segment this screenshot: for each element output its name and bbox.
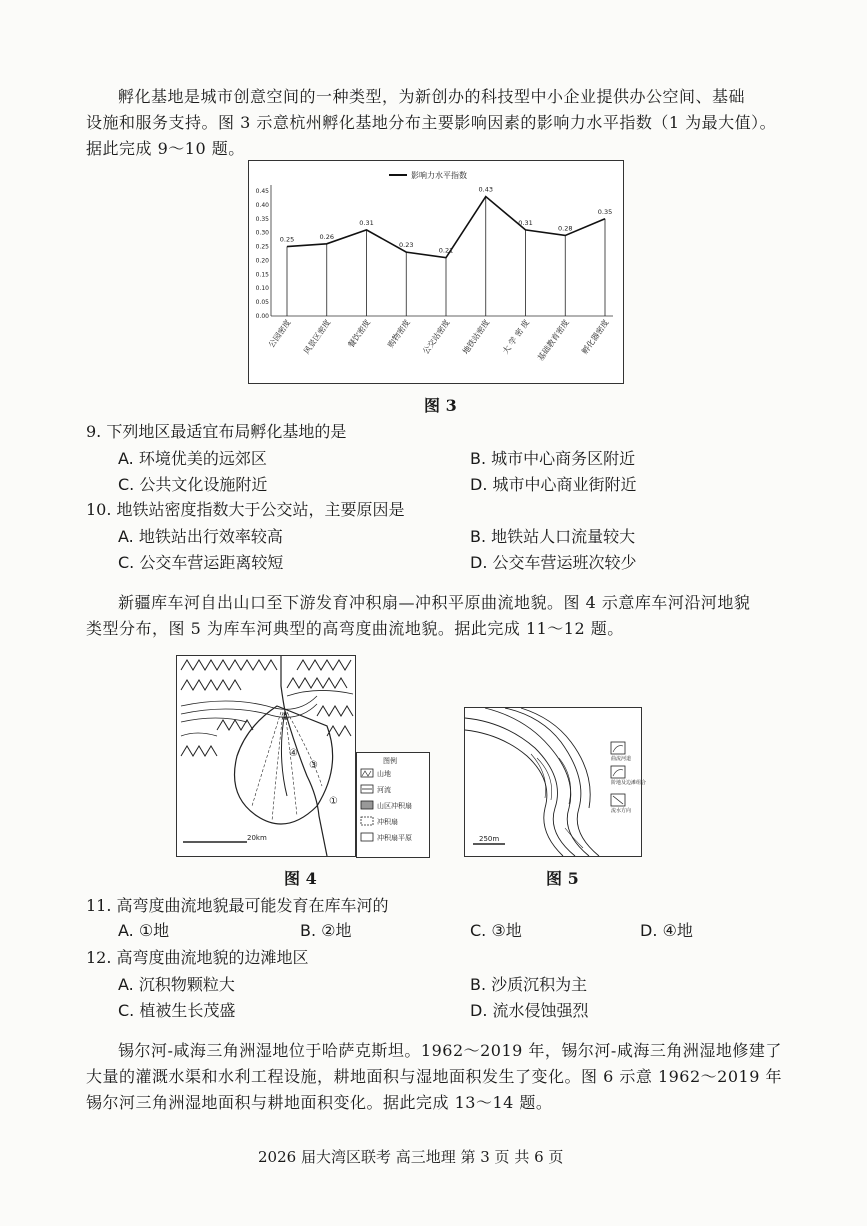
category-label: 风景区密度 — [302, 317, 333, 356]
q9-stem: 9. 下列地区最适宜布局孵化基地的是 — [86, 422, 347, 441]
data-label: 0.23 — [399, 241, 414, 250]
q12-option-c: C. 植被生长茂盛 — [118, 1001, 236, 1020]
figure4-map-drawing — [177, 656, 355, 856]
intro1-line2: 设施和服务支持。图 3 示意杭州孵化基地分布主要影响因素的影响力水平指数（1 为最大值）。 — [86, 113, 777, 132]
category-label: 大 学 密 度 — [501, 317, 532, 356]
figure3-chart — [248, 160, 624, 384]
legend-label: 影响力水平指数 — [411, 171, 467, 180]
marker-1: ① — [329, 796, 338, 807]
y-tick-label: 0.40 — [255, 201, 269, 209]
figure5-map — [464, 707, 647, 857]
figure4-caption: 图 4 — [284, 869, 317, 888]
intro3-line3: 锡尔河三角洲湿地面积与耕地面积变化。据此完成 13～14 题。 — [86, 1093, 553, 1112]
q10-option-b: B. 地铁站人口流量较大 — [470, 527, 636, 546]
q11-stem: 11. 高弯度曲流地貌最可能发育在库车河的 — [86, 896, 389, 915]
figure3-caption: 图 3 — [424, 396, 457, 415]
data-label: 0.31 — [359, 218, 374, 227]
marker-4: ④ — [289, 748, 298, 759]
q10-stem: 10. 地铁站密度指数大于公交站，主要原因是 — [86, 500, 405, 519]
data-label: 0.43 — [478, 185, 493, 194]
legend-item-fan-plain: 冲积扇平原 — [377, 834, 412, 842]
legend-item-river: 河流 — [377, 786, 391, 794]
legend-item-fan: 冲积扇 — [377, 818, 398, 826]
figure4-map — [176, 655, 356, 857]
q12-option-a: A. 沉积物颗粒大 — [118, 975, 235, 994]
category-label: 餐饮密度 — [346, 317, 373, 350]
q12-stem: 12. 高弯度曲流地貌的边滩地区 — [86, 948, 309, 967]
page-footer: 2026 届大湾区联考 高三地理 第 3 页 共 6 页 — [258, 1148, 564, 1166]
fig4-scale: 20km — [247, 834, 267, 842]
category-label: 公园密度 — [266, 317, 293, 350]
marker-2: ② — [281, 712, 290, 723]
q11-option-b: B. ②地 — [300, 921, 352, 940]
q9-option-c: C. 公共文化设施附近 — [118, 475, 268, 494]
q11-option-d: D. ④地 — [640, 921, 693, 940]
y-tick-label: 0.25 — [255, 243, 269, 251]
intro1-line3: 据此完成 9～10 题。 — [86, 139, 245, 158]
category-label: 公交站密度 — [421, 317, 452, 356]
figure4-legend-drawing — [357, 753, 429, 857]
q11-option-c: C. ③地 — [470, 921, 522, 940]
fig5-legend-channel: 曲流河道 — [611, 756, 632, 762]
intro3-line2: 大量的灌溉水渠和水利工程设施，耕地面积与湿地面积发生了变化。图 6 示意 1962～2019 年 — [86, 1067, 782, 1086]
q12-option-d: D. 流水侵蚀强烈 — [470, 1001, 589, 1020]
figure4-legend — [356, 752, 430, 858]
y-tick-label: 0.35 — [255, 215, 269, 223]
y-tick-label: 0.00 — [255, 313, 269, 320]
y-tick-label: 0.20 — [255, 257, 269, 265]
q11-option-a: A. ①地 — [118, 921, 170, 940]
data-label: 0.28 — [558, 224, 573, 233]
q9-option-d: D. 城市中心商业街附近 — [470, 475, 637, 494]
y-tick-label: 0.10 — [255, 285, 269, 293]
data-label: 0.35 — [597, 207, 613, 216]
q12-option-b: B. 沙质沉积为主 — [470, 975, 588, 994]
category-label: 购物密度 — [386, 317, 412, 350]
intro2-line1: 新疆库车河自出山口至下游发育冲积扇—冲积平原曲流地貌。图 4 示意库车河沿河地貌 — [118, 593, 751, 612]
figure5-map-drawing — [465, 708, 647, 856]
data-label: 0.25 — [279, 235, 295, 244]
category-label: 地铁站密度 — [461, 317, 492, 356]
q10-option-a: A. 地铁站出行效率较高 — [118, 527, 283, 546]
data-label: 0.31 — [518, 218, 533, 227]
data-label: 0.26 — [319, 232, 334, 241]
data-label: 0.21 — [438, 246, 454, 255]
legend-title: 图例 — [383, 757, 397, 765]
legend-item-mountain: 山地 — [377, 770, 391, 778]
figure5-caption: 图 5 — [546, 869, 579, 888]
line-chart — [249, 161, 623, 383]
intro3-line1: 锡尔河-咸海三角洲湿地位于哈萨克斯坦。1962～2019 年，锡尔河-咸海三角洲湿地修建了 — [118, 1041, 782, 1060]
q9-option-a: A. 环境优美的远郊区 — [118, 449, 267, 468]
legend-item-mountain-fan: 山区冲积扇 — [377, 802, 412, 810]
category-label: 孵化器密度 — [580, 317, 611, 356]
intro2-line2: 类型分布，图 5 为库车河典型的高弯度曲流地貌。据此完成 11～12 题。 — [86, 619, 624, 638]
fig5-legend-flow: 流水方向 — [611, 808, 632, 814]
q10-option-c: C. 公交车营运距离较短 — [118, 553, 284, 572]
q10-option-d: D. 公交车营运班次较少 — [470, 553, 637, 572]
y-tick-label: 0.30 — [255, 229, 269, 237]
y-tick-label: 0.45 — [255, 188, 269, 195]
y-tick-label: 0.15 — [255, 271, 269, 279]
q9-option-b: B. 城市中心商务区附近 — [470, 449, 636, 468]
intro1-line1: 孵化基地是城市创意空间的一种类型，为新创办的科技型中小企业提供办公空间、基础 — [118, 87, 746, 106]
marker-3: ③ — [309, 760, 318, 771]
y-tick-label: 0.05 — [255, 299, 269, 307]
fig5-legend-terrace: 阶地及边滩组合 — [611, 780, 647, 786]
category-label: 基础教育密度 — [535, 317, 571, 363]
fig5-scale: 250m — [479, 835, 500, 843]
